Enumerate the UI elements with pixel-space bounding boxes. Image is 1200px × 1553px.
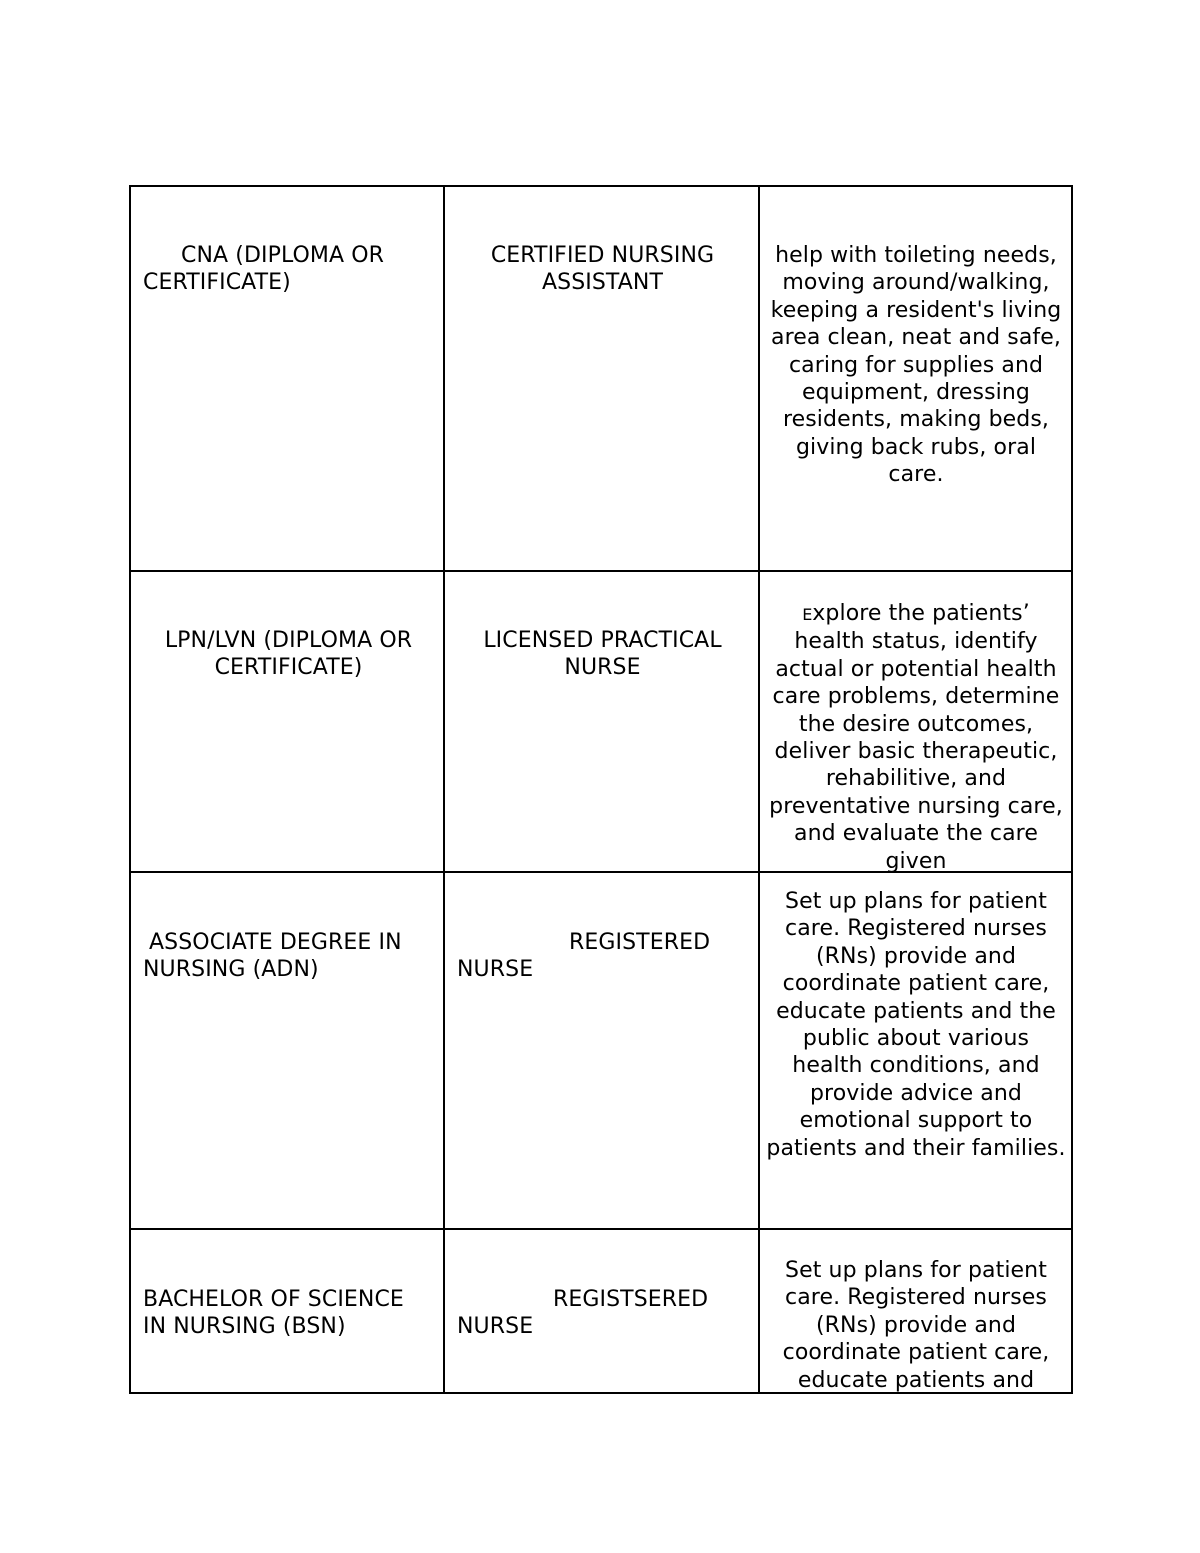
duties-text: Set up plans for patient care. Registered nurses (RNs) provide and coordinate patient care, educate patients and — [782, 1258, 1050, 1392]
duties-body: xplore the patients’ health status, identify actual or potential health care problems, determine the desire outcomes, deliver basic therapeutic, rehabilitive, and preventative nursing care, and evaluate the care given — [769, 601, 1063, 871]
title-text: REGISTERED NURSE — [457, 930, 711, 983]
degree-text: LPN/LVN (DIPLOMA OR CERTIFICATE) — [164, 628, 413, 681]
title-text: REGISTSERED NURSE — [457, 1287, 709, 1340]
title-cell — [445, 1230, 760, 1392]
degree-text: CNA (DIPLOMA OR CERTIFICATE) — [143, 243, 385, 296]
degree-text: BACHELOR OF SCIENCE IN NURSING (BSN) — [143, 1287, 404, 1340]
degree-cell — [131, 1230, 445, 1392]
degree-text: ASSOCIATE DEGREE IN NURSING (ADN) — [143, 930, 402, 983]
duties-cell — [760, 187, 1071, 570]
duties-text: help with toileting needs, moving around/walking, keeping a resident's living area clean, neat and safe, caring for supplies and equipment, dressing residents, making beds, giving back rubs, oral care. — [770, 243, 1062, 488]
table-row — [131, 572, 1071, 873]
table-row — [131, 873, 1071, 1230]
duties-text: Set up plans for patient care. Registered nurses (RNs) provide and coordinate patient care, educate patients and the public about various health conditions, and provide advice and emotional support to patients and their families. — [766, 889, 1066, 1161]
duties-text — [764, 600, 1068, 871]
duties-cell — [760, 873, 1071, 1228]
table-row — [131, 1230, 1071, 1392]
duties-cell — [760, 1230, 1071, 1392]
title-text: LICENSED PRACTICAL NURSE — [483, 628, 722, 681]
duties-cell — [760, 572, 1071, 871]
duties-first-letter: E — [802, 605, 813, 624]
degree-cell — [131, 187, 445, 570]
degree-cell — [131, 572, 445, 871]
table-row — [131, 187, 1071, 572]
title-cell — [445, 572, 760, 871]
nursing-roles-table — [129, 185, 1073, 1394]
title-text: CERTIFIED NURSING ASSISTANT — [490, 243, 715, 296]
degree-cell — [131, 873, 445, 1228]
title-cell — [445, 187, 760, 570]
title-cell — [445, 873, 760, 1228]
